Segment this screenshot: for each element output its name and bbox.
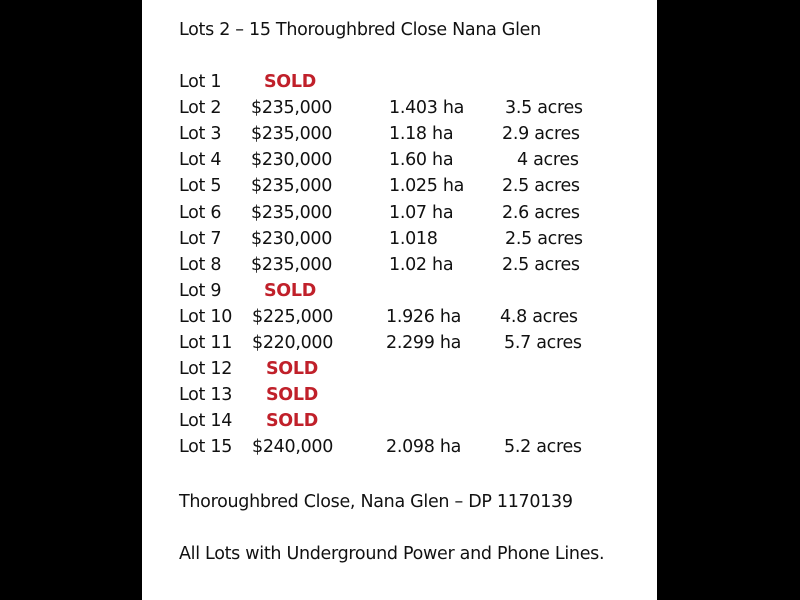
lot-hectares: 1.02 ha — [389, 254, 454, 275]
lot-hectares: 1.403 ha — [389, 98, 465, 119]
lot-acres: 4.8 acres — [500, 306, 578, 327]
lot-acres: 3.5 acres — [505, 98, 583, 119]
lot-price: $235,000 — [251, 176, 333, 197]
lot-number: Lot 11 — [179, 333, 233, 353]
lot-number: Lot 9 — [179, 280, 222, 301]
sold-badge: SOLD — [266, 359, 318, 380]
lot-price: $235,000 — [251, 254, 333, 275]
lot-number: Lot 2 — [179, 98, 222, 119]
sold-badge: SOLD — [266, 385, 318, 406]
lot-acres: 2.6 acres — [502, 202, 580, 223]
lot-row — [142, 72, 657, 92]
lot-hectares: 2.098 ha — [386, 437, 462, 458]
lot-number: Lot 3 — [179, 124, 222, 145]
sold-badge: SOLD — [264, 72, 316, 92]
lot-row — [142, 333, 657, 353]
lot-row — [142, 281, 657, 301]
location-line: Thoroughbred Close, Nana Glen – DP 1170139 — [179, 492, 573, 512]
services-note: All Lots with Underground Power and Phone Lines. — [179, 544, 605, 564]
lot-price: $235,000 — [251, 124, 333, 145]
lot-price: $220,000 — [252, 333, 334, 353]
lot-hectares: 2.299 ha — [386, 333, 462, 353]
lot-hectares: 1.018 — [389, 228, 438, 249]
lot-price: $230,000 — [251, 150, 333, 171]
lot-price: $235,000 — [251, 98, 333, 119]
lot-number: Lot 10 — [179, 306, 233, 327]
lot-hectares: 1.025 ha — [389, 176, 465, 197]
lot-acres: 2.9 acres — [502, 124, 580, 145]
lot-row — [142, 255, 657, 275]
lot-number: Lot 12 — [179, 359, 233, 380]
lot-number: Lot 14 — [179, 411, 233, 432]
lot-hectares: 1.60 ha — [389, 150, 454, 171]
lot-price: $235,000 — [251, 202, 333, 223]
lot-number: Lot 5 — [179, 176, 222, 197]
lot-row — [142, 385, 657, 405]
lot-row — [142, 307, 657, 327]
lot-price: $240,000 — [252, 437, 334, 458]
document-title: Lots 2 – 15 Thoroughbred Close Nana Glen — [179, 20, 541, 40]
lot-number: Lot 6 — [179, 202, 222, 223]
lot-number: Lot 13 — [179, 385, 233, 406]
lot-number: Lot 15 — [179, 437, 233, 458]
lot-number: Lot 1 — [179, 72, 222, 92]
sold-badge: SOLD — [266, 411, 318, 432]
lot-row — [142, 437, 657, 457]
lot-number: Lot 4 — [179, 150, 222, 171]
lot-acres: 2.5 acres — [502, 254, 580, 275]
lot-row — [142, 176, 657, 196]
lot-hectares: 1.07 ha — [389, 202, 454, 223]
lot-acres: 4 acres — [517, 150, 579, 171]
lot-row — [142, 229, 657, 249]
lot-row — [142, 411, 657, 431]
lot-row — [142, 150, 657, 170]
lot-row — [142, 124, 657, 144]
lot-acres: 5.2 acres — [504, 437, 582, 458]
lot-price: $225,000 — [252, 306, 334, 327]
lot-acres: 2.5 acres — [502, 176, 580, 197]
lot-number: Lot 8 — [179, 254, 222, 275]
lot-acres: 2.5 acres — [505, 228, 583, 249]
lot-hectares: 1.926 ha — [386, 306, 462, 327]
sold-badge: SOLD — [264, 280, 316, 301]
lot-acres: 5.7 acres — [504, 333, 582, 353]
lot-number: Lot 7 — [179, 228, 222, 249]
lot-row — [142, 203, 657, 223]
lot-row — [142, 98, 657, 118]
document-page — [142, 0, 657, 600]
lot-row — [142, 359, 657, 379]
lot-price: $230,000 — [251, 228, 333, 249]
lot-hectares: 1.18 ha — [389, 124, 454, 145]
